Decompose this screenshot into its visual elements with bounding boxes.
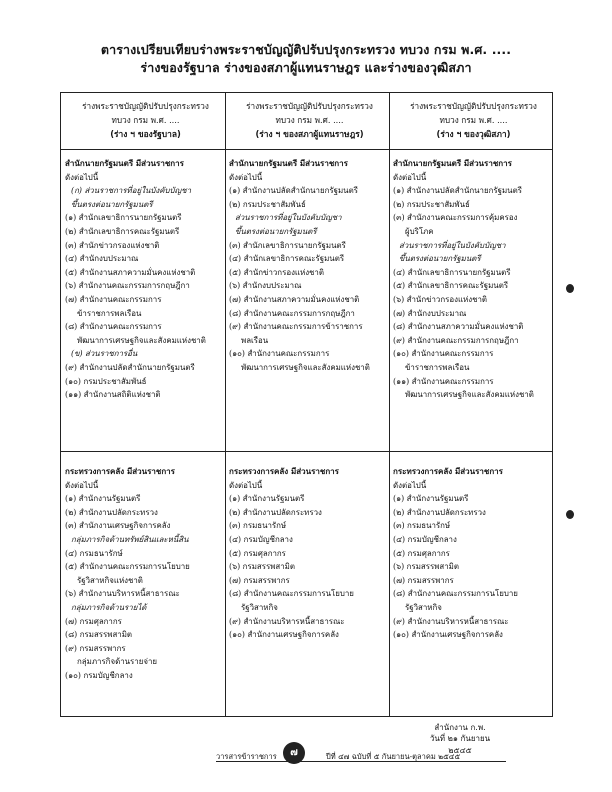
- list-item: (๖) กรมสรรพสามิต: [393, 562, 459, 572]
- journal-name: วารสารข้าราชการ: [216, 752, 277, 761]
- list-item: (๒) กรมประชาสัมพันธ์: [229, 199, 306, 209]
- list-item: (๑๐) สำนักงานเศรษฐกิจการคลัง: [229, 630, 339, 640]
- list-item: ดังต่อไปนี้: [229, 480, 263, 490]
- list-item: (๙) สำนักงานปลัดสำนักนายกรัฐมนตรี: [65, 362, 195, 372]
- list-item: (๖) สำนักงบประมาณ: [229, 281, 302, 291]
- list-item: รัฐวิสาหกิจ: [241, 602, 278, 612]
- ministry-heading: กระทรวงการคลัง มีส่วนราชการ: [393, 467, 503, 476]
- list-item: (๓) กรมธนารักษ์: [393, 521, 451, 531]
- list-item: ข้าราชการพลเรือน: [405, 362, 470, 372]
- ministry-heading: สำนักนายกรัฐมนตรี มีส่วนราชการ: [65, 159, 184, 168]
- list-item: (๗) สำนักงบประมาณ: [393, 308, 467, 318]
- list-item: (๕) กรมศุลกากร: [393, 548, 450, 558]
- list-item: (๑) สำนักงานรัฐมนตรี: [229, 494, 305, 504]
- ministry-heading: สำนักนายกรัฐมนตรี มีส่วนราชการ: [393, 159, 512, 168]
- list-item: พัฒนาการเศรษฐกิจและสังคมแห่งชาติ: [77, 335, 206, 345]
- list-item: (๖) สำนักงานบริหารหนี้สาธารณะ: [65, 589, 180, 599]
- prime-minister-office-house: [229, 157, 390, 375]
- page-footer: [216, 749, 506, 763]
- list-item: (๒) กรมประชาสัมพันธ์: [393, 199, 470, 209]
- list-item: (๓) สำนักงานเศรษฐกิจการคลัง: [65, 521, 171, 531]
- list-item: (๕) สำนักเลขาธิการคณะรัฐมนตรี: [393, 281, 509, 291]
- list-item: (๙) สำนักงานบริหารหนี้สาธารณะ: [229, 616, 345, 626]
- list-item: (ข) ส่วนราชการอื่น: [71, 349, 138, 359]
- ministry-heading: สำนักนายกรัฐมนตรี มีส่วนราชการ: [229, 159, 348, 168]
- column-header-government: ร่างพระราชบัญญัติปรับปรุงกระทรวง ทบวง กรม พ.ศ. .... (ร่าง ฯ ของรัฐบาล): [82, 101, 209, 139]
- list-item: (๑) สำนักงานรัฐมนตรี: [65, 494, 141, 504]
- ministry-heading: กระทรวงการคลัง มีส่วนราชการ: [229, 467, 339, 476]
- list-item: (๕) กรมศุลกากร: [229, 548, 286, 558]
- signature-date: วันที่ ๒๑ กันยายน ๒๕๔๕: [429, 734, 491, 755]
- list-item: (๙) สำนักงานคณะกรรมการข้าราชการ: [229, 322, 363, 332]
- list-item: (๑) สำนักงานปลัดสำนักนายกรัฐมนตรี: [229, 186, 358, 196]
- list-item: (๗) สำนักงานคณะกรรมการ: [65, 294, 162, 304]
- list-item: (๑๐) กรมประชาสัมพันธ์: [65, 376, 147, 386]
- list-item: (๕) สำนักข่าวกรองแห่งชาติ: [229, 267, 324, 277]
- list-item: (๘) กรมสรรพสามิต: [65, 630, 133, 640]
- list-item: (๕) สำนักงานสภาความมั่นคงแห่งชาติ: [65, 267, 196, 277]
- list-item: (๙) สำนักงานบริหารหนี้สาธารณะ: [393, 616, 509, 626]
- list-item: (๔) กรมบัญชีกลาง: [229, 534, 293, 544]
- list-item: (๑๑) สำนักงานสถิติแห่งชาติ: [65, 390, 161, 400]
- list-item: (๘) สำนักงานสภาความมั่นคงแห่งชาติ: [393, 322, 524, 332]
- list-item: พัฒนาการเศรษฐกิจและสังคมแห่งชาติ: [405, 390, 534, 400]
- list-item: ส่วนราชการที่อยู่ในบังคับบัญชา: [235, 213, 342, 223]
- list-item: (๗) กรมศุลกากร: [65, 616, 122, 626]
- finance-ministry-senate: [393, 465, 554, 642]
- prime-minister-office-government: [65, 157, 226, 402]
- list-item: (๑๐) กรมบัญชีกลาง: [65, 670, 133, 680]
- column-header-house: ร่างพระราชบัญญัติปรับปรุงกระทรวง ทบวง กรม พ.ศ. .... (ร่าง ฯ ของสภาผู้แทนราษฎร): [246, 101, 373, 139]
- list-item: (๑) สำนักงานรัฐมนตรี: [393, 494, 469, 504]
- document-subtitle: ร่างของรัฐบาล ร่างของสภาผู้แทนราษฎร และร่างของวุฒิสภา: [140, 60, 472, 75]
- list-item: ขึ้นตรงต่อนายกรัฐมนตรี: [71, 199, 153, 209]
- list-item: (๑๐) สำนักงานคณะกรรมการ: [229, 349, 330, 359]
- list-item: (๔) กรมบัญชีกลาง: [393, 534, 457, 544]
- list-item: (๘) สำนักงานคณะกรรมการนโยบาย: [229, 589, 354, 599]
- list-item: (๒) สำนักงานปลัดกระทรวง: [393, 507, 486, 517]
- list-item: (๗) กรมสรรพากร: [229, 575, 290, 585]
- list-item: (๑) สำนักงานปลัดสำนักนายกรัฐมนตรี: [393, 186, 522, 196]
- list-item: (๒) สำนักงานปลัดกระทรวง: [65, 507, 158, 517]
- prime-minister-office-senate: [393, 157, 554, 402]
- list-item: (๓) สำนักข่าวกรองแห่งชาติ: [65, 240, 160, 250]
- list-item: (๗) กรมสรรพากร: [393, 575, 454, 585]
- list-item: (๖) กรมสรรพสามิต: [229, 562, 295, 572]
- list-item: กลุ่มภารกิจด้านทรัพย์สินและหนี้สิน: [71, 534, 189, 544]
- list-item: (๔) กรมธนารักษ์: [65, 548, 123, 558]
- list-item: (๔) สำนักงบประมาณ: [65, 254, 139, 264]
- list-item: ขึ้นตรงต่อนายกรัฐมนตรี: [399, 254, 481, 264]
- list-item: (๘) สำนักงานคณะกรรมการกฤษฎีกา: [229, 308, 355, 318]
- list-item: (๓) กรมธนารักษ์: [229, 521, 287, 531]
- list-item: ส่วนราชการที่อยู่ในบังคับบัญชา: [399, 240, 506, 250]
- comparison-table: [60, 92, 553, 717]
- list-item: (๘) สำนักงานคณะกรรมการ: [65, 322, 162, 332]
- document-title: ตารางเปรียบเทียบร่างพระราชบัญญัติปรับปรุงกระทรวง ทบวง กรม พ.ศ. ....: [100, 42, 512, 57]
- list-item: (๖) สำนักข่าวกรองแห่งชาติ: [393, 294, 488, 304]
- list-item: (๙) กรมสรรพากร: [65, 643, 126, 653]
- list-item: (๘) สำนักงานคณะกรรมการนโยบาย: [393, 589, 518, 599]
- punch-hole-icon: [566, 510, 574, 519]
- list-item: พัฒนาการเศรษฐกิจและสังคมแห่งชาติ: [241, 362, 370, 372]
- list-item: ข้าราชการพลเรือน: [77, 308, 142, 318]
- list-item: กลุ่มภารกิจด้านรายได้: [71, 602, 147, 612]
- list-item: (๑๐) สำนักงานคณะกรรมการ: [393, 349, 494, 359]
- footer-rule: [216, 761, 506, 762]
- signature-office: สำนักงาน ก.พ.: [434, 723, 486, 732]
- list-item: (ก) ส่วนราชการที่อยู่ในบังคับบัญชา: [71, 186, 192, 196]
- list-item: ขึ้นตรงต่อนายกรัฐมนตรี: [235, 226, 317, 236]
- list-item: (๒) สำนักเลขาธิการคณะรัฐมนตรี: [65, 226, 180, 236]
- list-item: (๑) สำนักเลขาธิการนายกรัฐมนตรี: [65, 213, 182, 223]
- section-divider: [61, 451, 552, 452]
- list-item: (๔) สำนักเลขาธิการนายกรัฐมนตรี: [393, 267, 511, 277]
- list-item: รัฐวิสาหกิจ: [405, 602, 442, 612]
- ministry-heading: กระทรวงการคลัง มีส่วนราชการ: [65, 467, 175, 476]
- column-header-senate: ร่างพระราชบัญญัติปรับปรุงกระทรวง ทบวง กรม พ.ศ. .... (ร่าง ฯ ของวุฒิสภา): [410, 101, 537, 139]
- finance-ministry-government: [65, 465, 226, 683]
- list-item: ดังต่อไปนี้: [65, 172, 99, 182]
- list-item: รัฐวิสาหกิจแห่งชาติ: [77, 575, 143, 585]
- list-item: (๙) สำนักงานคณะกรรมการกฤษฎีกา: [393, 335, 519, 345]
- list-item: (๖) สำนักงานคณะกรรมการกฤษฎีกา: [65, 281, 190, 291]
- list-item: (๑๑) สำนักงานคณะกรรมการ: [393, 376, 494, 386]
- list-item: ผู้บริโภค: [405, 226, 434, 236]
- list-item: กลุ่มภารกิจด้านรายจ่าย: [77, 657, 158, 667]
- list-item: ดังต่อไปนี้: [229, 172, 263, 182]
- list-item: (๓) สำนักเลขาธิการนายกรัฐมนตรี: [229, 240, 346, 250]
- list-item: (๕) สำนักงานคณะกรรมการนโยบาย: [65, 562, 190, 572]
- list-item: ดังต่อไปนี้: [393, 480, 427, 490]
- header-divider: [61, 149, 552, 150]
- list-item: (๔) สำนักเลขาธิการคณะรัฐมนตรี: [229, 254, 345, 264]
- list-item: (๓) สำนักงานคณะกรรมการคุ้มครอง: [393, 213, 518, 223]
- finance-ministry-house: [229, 465, 390, 642]
- list-item: ดังต่อไปนี้: [65, 480, 99, 490]
- list-item: (๑๐) สำนักงานเศรษฐกิจการคลัง: [393, 630, 503, 640]
- page-number: ๗: [283, 742, 305, 764]
- list-item: (๒) สำนักงานปลัดกระทรวง: [229, 507, 322, 517]
- list-item: ดังต่อไปนี้: [393, 172, 427, 182]
- issue-info: ปีที่ ๔๗ ฉบับที่ ๕ กันยายน-ตุลาคม ๒๕๔๕: [326, 752, 461, 761]
- list-item: (๗) สำนักงานสภาความมั่นคงแห่งชาติ: [229, 294, 360, 304]
- punch-hole-icon: [566, 284, 574, 293]
- list-item: พลเรือน: [241, 335, 269, 345]
